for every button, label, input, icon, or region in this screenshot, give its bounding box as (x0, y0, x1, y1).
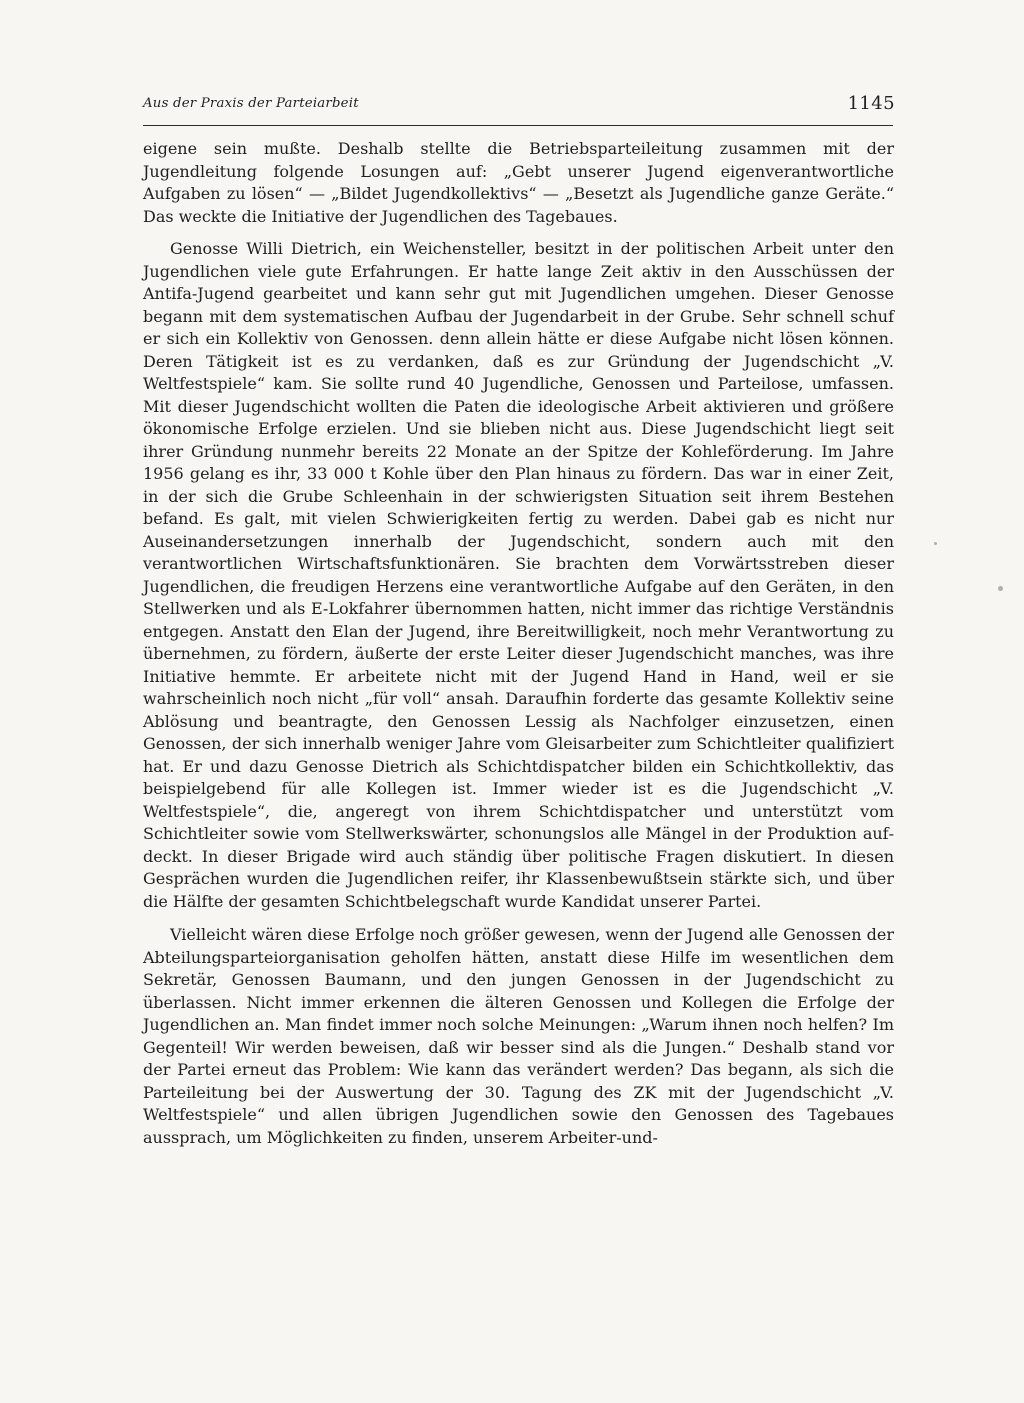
margin-speck (998, 586, 1003, 591)
body-text (143, 138, 894, 1149)
margin-speck (934, 542, 937, 545)
running-header (143, 93, 895, 117)
page-number: 1145 (847, 93, 895, 114)
header-rule (143, 125, 893, 126)
paragraph-dietrich: Genosse Willi Dietrich, ein Weichensteller, besitzt in der politischen Arbeit unter den Jugendlichen viele gute Erfahrungen. Er hatte lange Zeit aktiv in den Ausschüssen der Antifa-Jugend gearbeitet und kann sehr gut mit Jugendlichen umgehen. Dieser Genosse begann mit dem systematischen Aufbau der Jugendarbeit in der Grube. Sehr schnell schuf er sich ein Kollektiv von Genossen. denn allein hätte er diese Aufgabe nicht lösen können. Deren Tätigkeit ist es zu verdanken, daß es zur Gründung der Jugendschicht „V. Weltfestspiele“ kam. Sie sollte rund 40 Jugendliche, Genossen und Parteilose, umfassen. Mit dieser Jugendschicht wollten die Paten die ideologische Arbeit aktivieren und größere ökonomische Erfolge erzielen. Und sie blieben nicht aus. Diese Jugendschicht liegt seit ihrer Gründung nunmehr bereits 22 Monate an der Spitze der Kohleförderung. Im Jahre 1956 gelang es ihr, 33 000 t Kohle über den Plan hinaus zu fördern. Das war in einer Zeit, in der sich die Grube Schleenhain in der schwierigsten Situation seit ihrem Bestehen befand. Es galt, mit vielen Schwierigkeiten fertig zu werden. Dabei gab es nicht nur Auseinandersetzungen innerhalb der Jugendschicht, sondern auch mit den verantwortlichen Wirtschaftsfunktionären. Sie brachten dem Vorwärtsstreben dieser Jugendlichen, die freudigen Herzens eine verantwortliche Aufgabe auf den Geräten, in den Stellwerken und als E-Lokfahrer übernommen hatten, nicht immer das richtige Verständnis entgegen. Anstatt den Elan der Jugend, ihre Bereitwilligkeit, noch mehr Verantwortung zu übernehmen, zu fördern, äußerte der erste Leiter dieser Jugendschicht manches, was ihre Initiative hemmte. Er arbeitete nicht mit der Jugend Hand in Hand, weil er sie wahrscheinlich noch nicht „für voll“ ansah. Daraufhin forderte das gesamte Kollektiv seine Ablösung und beantragte, den Genossen Lessig als Nachfolger einzusetzen, einen Genossen, der sich innerhalb weniger Jahre vom Gleisarbeiter zum Schichtleiter qualifiziert hat. Er und dazu Genosse Dietrich als Schichtdispatcher bilden ein Schichtkollektiv, das beispielgebend für alle Kollegen ist. Immer wieder ist es die Jugendschicht „V. Weltfestspiele“, die, angeregt von ihrem Schichtdispatcher und unterstützt vom Schichtleiter sowie vom Stellwerkswärter, schonungslos alle Mängel in der Produktion aufdeckt. In dieser Brigade wird auch ständig über politische Fragen diskutiert. In diesen Gesprächen wurden die Jugendlichen reifer, ihr Klassenbewußtsein stärkte sich, und über die Hälfte der gesamten Schichtbelegschaft wurde Kandidat unserer Partei. (143, 239, 894, 911)
paragraph-continuation: eigene sein mußte. Deshalb stellte die Betriebsparteileitung zusammen mit der Jugendleitung folgende Losungen auf: „Gebt unserer Jugend eigenverantwortliche Aufgaben zu lösen“ — „Bildet Jugendkollektivs“ — „Besetzt als Jugendliche ganze Geräte.“ Das weckte die Initiative der Jugendlichen des Tagebaues. (143, 139, 894, 226)
running-title: Aus der Praxis der Parteiarbeit (143, 96, 359, 111)
paragraph-erfolge: Vielleicht wären diese Erfolge noch größer gewesen, wenn der Jugend alle Genossen der Abteilungsparteiorganisation geholfen hätten, anstatt diese Hilfe im wesentlichen dem Sekretär, Genossen Baumann, und den jungen Genossen in der Jugendschicht zu überlassen. Nicht immer erkennen die älteren Genossen und Kollegen die Erfolge der Jugendlichen an. Man findet immer noch solche Meinungen: „Warum ihnen noch helfen? Im Gegenteil! Wir werden beweisen, daß wir besser sind als die Jungen.“ Deshalb stand vor der Partei erneut das Problem: Wie kann das verändert werden? Das begann, als sich die Parteileitung bei der Auswertung der 30. Tagung des ZK mit der Jugendschicht „V. Weltfestspiele“ und allen übrigen Jugendlichen sowie den Genossen des Tagebaues aussprach, um Möglichkeiten zu finden, unserem Arbeiter-und- (143, 925, 894, 1147)
